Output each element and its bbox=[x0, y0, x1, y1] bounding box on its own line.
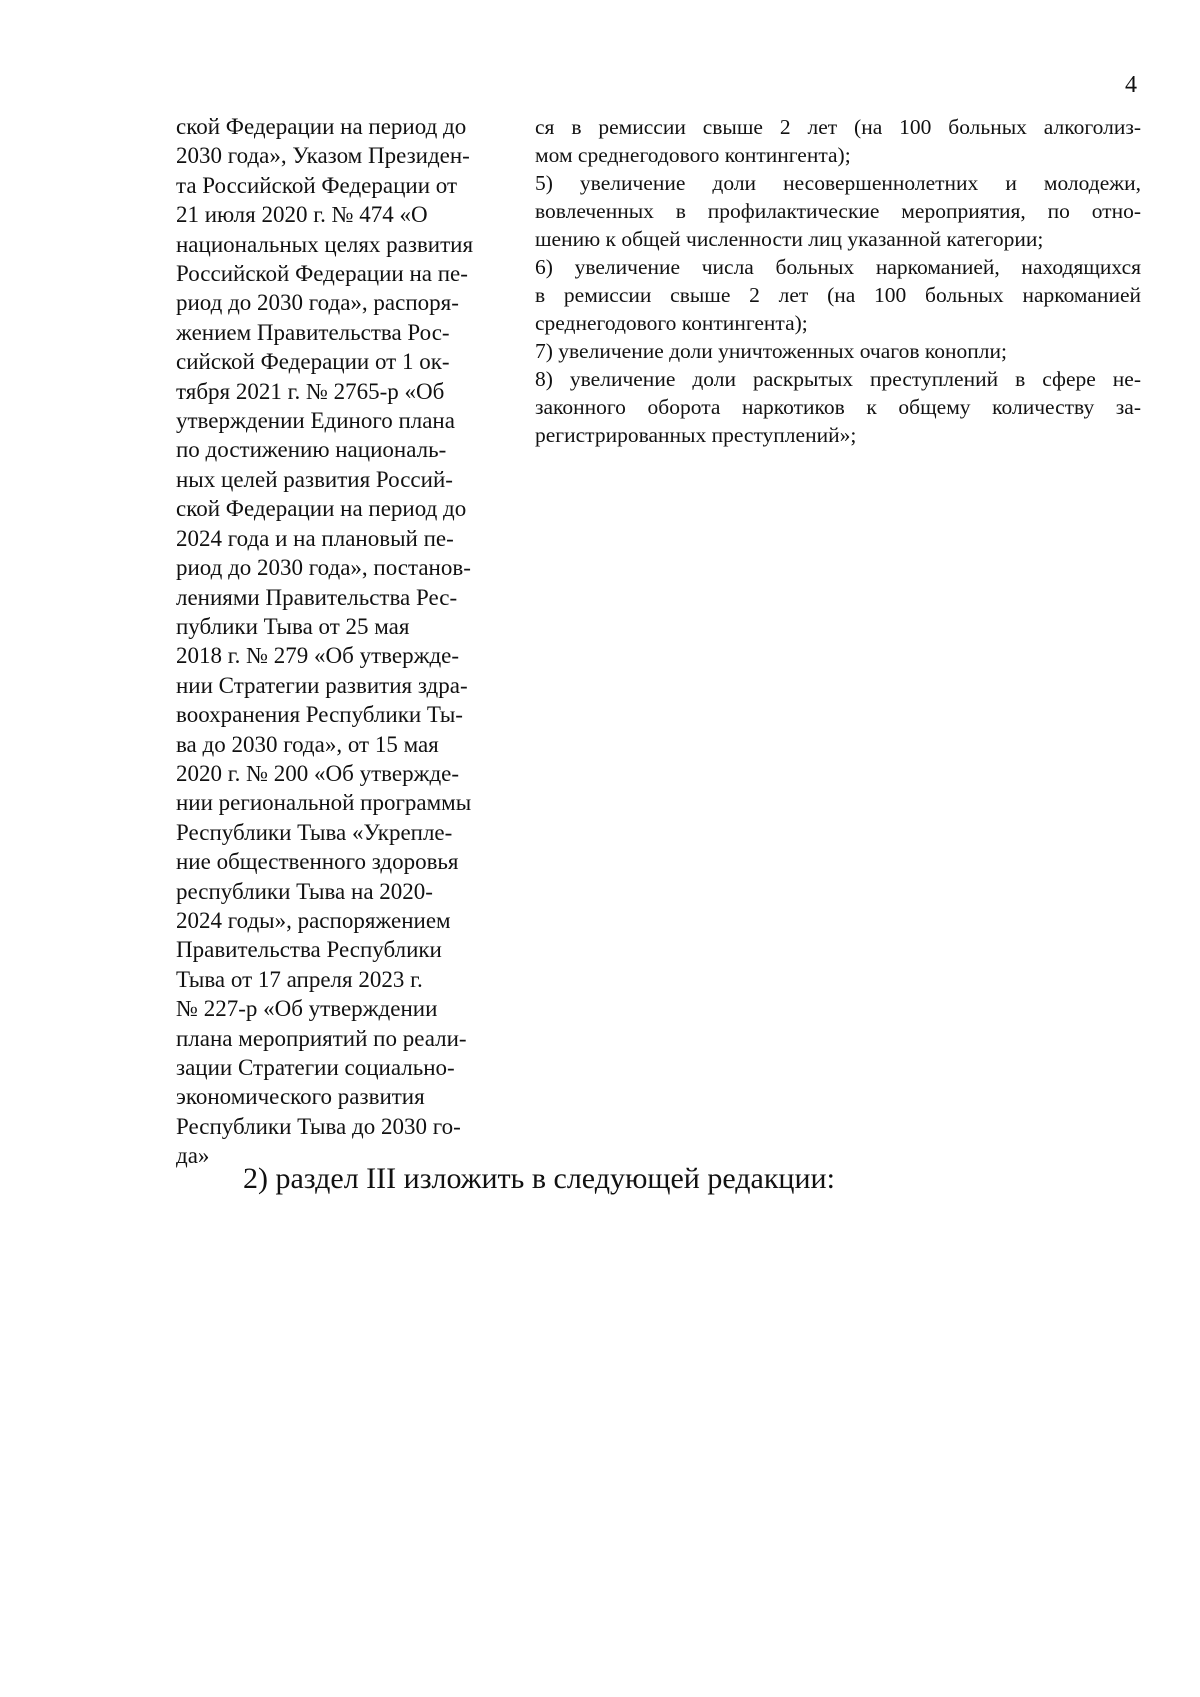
left-line: та Российской Федерации от bbox=[176, 172, 458, 198]
page-number: 4 bbox=[1125, 72, 1137, 98]
left-line: по достижению националь- bbox=[176, 437, 447, 463]
left-line: 2018 г. № 279 «Об утвержде- bbox=[176, 643, 460, 669]
left-line: риод до 2030 года», постанов- bbox=[176, 555, 471, 581]
left-line: плана мероприятий по реали- bbox=[176, 1025, 467, 1051]
left-line: нии региональной программы bbox=[176, 790, 472, 816]
left-line: публики Тыва от 25 мая bbox=[176, 613, 410, 639]
right-line: законного оборота наркотиков к общему количеству за- bbox=[535, 395, 1141, 419]
right-line: 8) увеличение доли раскрытых преступлений в сфере не- bbox=[535, 367, 1141, 391]
left-line: нии Стратегии развития здра- bbox=[176, 672, 468, 698]
left-line: 2030 года», Указом Президен- bbox=[176, 143, 470, 169]
left-line: 2024 года и на плановый пе- bbox=[176, 525, 454, 551]
right-line: вовлеченных в профилактические мероприятия, по отно- bbox=[535, 199, 1141, 223]
left-line: утверждении Единого плана bbox=[176, 408, 455, 434]
right-column-text bbox=[535, 113, 1141, 449]
right-line: 7) увеличение доли уничтоженных очагов конопли; bbox=[535, 339, 1007, 363]
left-line: ние общественного здоровья bbox=[176, 849, 459, 875]
left-line: экономического развития bbox=[176, 1084, 425, 1110]
left-column-text bbox=[176, 112, 498, 1171]
left-line: Тыва от 17 апреля 2023 г. bbox=[176, 966, 423, 992]
right-line: регистрированных преступлений»; bbox=[535, 423, 857, 447]
left-line: ской Федерации на период до bbox=[176, 496, 467, 522]
left-line: зации Стратегии социально- bbox=[176, 1055, 455, 1080]
left-line: 2020 г. № 200 «Об утвержде- bbox=[176, 760, 460, 786]
left-line: Республики Тыва «Укрепле- bbox=[176, 819, 453, 845]
left-line: ской Федерации на период до bbox=[176, 114, 467, 139]
left-line: Правительства Республики bbox=[176, 937, 442, 963]
left-line: Республики Тыва до 2030 го- bbox=[176, 1113, 461, 1139]
right-line: 5) увеличение доли несовершеннолетних и молодежи, bbox=[535, 171, 1141, 195]
right-line: в ремиссии свыше 2 лет (на 100 больных наркоманией bbox=[535, 283, 1141, 307]
left-line: № 227-р «Об утверждении bbox=[176, 996, 438, 1022]
left-line: да» bbox=[176, 1143, 210, 1169]
right-line: шению к общей численности лиц указанной категории; bbox=[535, 227, 1044, 251]
left-line: риод до 2030 года», распоря- bbox=[176, 290, 459, 316]
left-line: 21 июля 2020 г. № 474 «О bbox=[176, 202, 428, 228]
left-line: национальных целях развития bbox=[176, 231, 474, 257]
section-amendment-paragraph: 2) раздел III изложить в следующей редакции: bbox=[243, 1162, 835, 1195]
left-line: жением Правительства Рос- bbox=[176, 319, 450, 345]
left-line: ва до 2030 года», от 15 мая bbox=[176, 731, 439, 757]
left-line: ных целей развития Россий- bbox=[176, 466, 453, 492]
right-line: 6) увеличение числа больных наркоманией, находящихся bbox=[535, 255, 1141, 279]
left-line: сийской Федерации от 1 ок- bbox=[176, 349, 450, 375]
left-line: воохранения Республики Ты- bbox=[176, 702, 463, 728]
right-line: среднегодового контингента); bbox=[535, 311, 808, 335]
right-line: ся в ремиссии свыше 2 лет (на 100 больных алкоголиз- bbox=[535, 115, 1141, 139]
left-line: лениями Правительства Рес- bbox=[176, 584, 458, 610]
left-line: тября 2021 г. № 2765-р «Об bbox=[176, 378, 445, 404]
right-line: мом среднегодового контингента); bbox=[535, 143, 851, 167]
left-line: республики Тыва на 2020- bbox=[176, 878, 433, 904]
left-line: 2024 годы», распоряжением bbox=[176, 907, 451, 933]
left-line: Российской Федерации на пе- bbox=[176, 261, 468, 287]
